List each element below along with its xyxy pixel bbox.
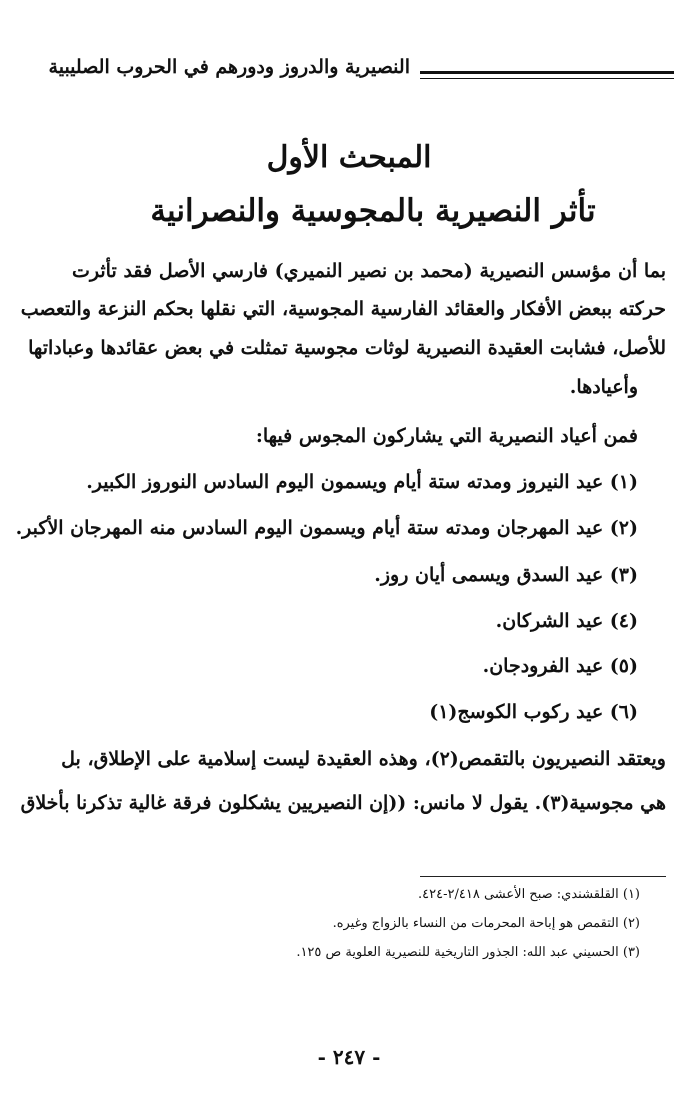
footnote: (٣) الحسيني عبد الله: الجذور التاريخية للنصيرية العلوية ص ١٢٥.	[296, 945, 640, 960]
footnote-separator	[420, 876, 666, 877]
feast-item: (٢) عيد المهرجان ومدته ستة أيام ويسمون اليوم السادس منه المهرجان الأكبر.	[15, 517, 638, 539]
paragraph-line: بما أن مؤسس النصيرية (محمد بن نصير النميري) فارسي الأصل فقد تأثرت	[72, 260, 666, 282]
page-number: - ٢٤٧ -	[317, 1045, 381, 1069]
feasts-intro: فمن أعياد النصيرية التي يشاركون المجوس فيها:	[255, 425, 638, 447]
feast-item: (٥) عيد الفرودجان.	[482, 655, 638, 677]
footnote: (٢) التقمص هو إباحة المحرمات من النساء بالزواج وغيره.	[332, 916, 640, 931]
paragraph-line: ويعتقد النصيريون بالتقمص(٢)، وهذه العقيدة ليست إسلامية على الإطلاق، بل	[61, 748, 666, 770]
chapter-title: المبحث الأول	[266, 140, 432, 175]
paragraph-line: حركته ببعض الأفكار والعقائد الفارسية المجوسية، التي نقلها بحكم النزعة والتعصب	[20, 298, 666, 320]
header-rule-thick	[420, 71, 674, 74]
running-head: النصيرية والدروز ودورهم في الحروب الصليبية	[48, 56, 410, 78]
feast-item: (١) عيد النيروز ومدته ستة أيام ويسمون اليوم السادس النوروز الكبير.	[86, 471, 638, 493]
feast-item: (٤) عيد الشركان.	[495, 610, 638, 632]
feast-item: (٦) عيد ركوب الكوسج(١)	[429, 701, 638, 723]
paragraph-line: هي مجوسية(٣). يقول لا مانس: ((إن النصيريين يشكلون فرقة غالية تذكرنا بأخلاق	[20, 792, 666, 814]
feast-item: (٣) عيد السدق ويسمى أيان روز.	[374, 564, 638, 586]
section-title: تأثر النصيرية بالمجوسية والنصرانية	[150, 193, 596, 229]
paragraph-line: وأعيادها.	[569, 376, 638, 398]
paragraph-line: للأصل، فشابت العقيدة النصيرية لوثات مجوسية تمثلت في بعض عقائدها وعباداتها	[28, 337, 666, 359]
footnote: (١) القلقشندي: صبح الأعشى ٢/٤١٨-٤٢٤.	[418, 887, 640, 902]
header-rule-thin	[420, 78, 674, 79]
